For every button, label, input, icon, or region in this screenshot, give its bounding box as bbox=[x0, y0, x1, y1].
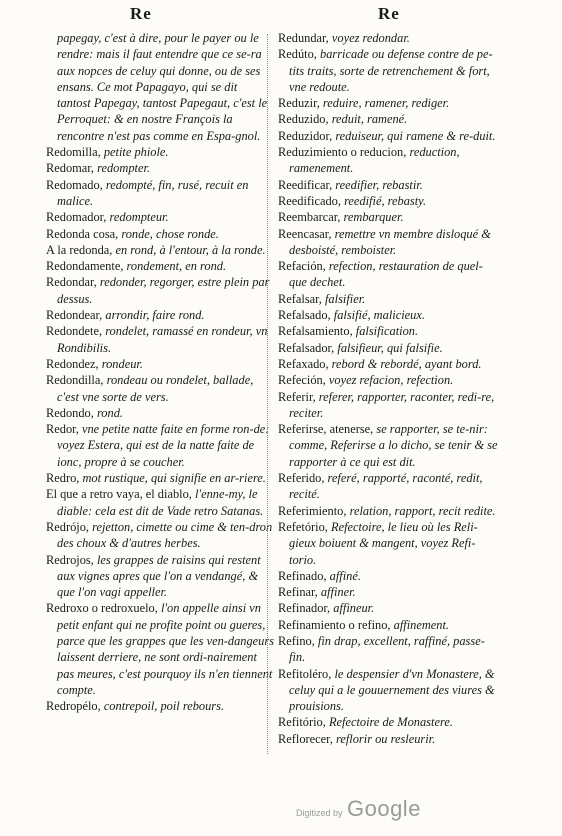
dictionary-entry bbox=[278, 177, 500, 193]
dictionary-entry bbox=[46, 274, 274, 307]
dictionary-entry bbox=[46, 307, 274, 323]
dictionary-entry bbox=[46, 258, 274, 274]
dictionary-entry bbox=[46, 372, 274, 405]
entry-headword: Referirse, atenerse, bbox=[278, 422, 377, 437]
entry-headword: Redomar, bbox=[46, 161, 98, 176]
dictionary-entry bbox=[46, 552, 274, 601]
entry-definition: falsifier. bbox=[324, 291, 366, 306]
entry-definition: relation, rapport, recit redite. bbox=[349, 503, 496, 518]
dictionary-entry bbox=[278, 95, 500, 111]
dictionary-entry bbox=[46, 209, 274, 225]
entry-definition: rondement, en rond. bbox=[126, 259, 227, 274]
dictionary-entry bbox=[278, 307, 500, 323]
running-head-right: Re bbox=[378, 4, 400, 23]
entry-definition: referé, rapporté, raconté, redit, recité. bbox=[289, 471, 483, 502]
entry-definition: Refectoire, le lieu où les Reli-gieux boiuent & mangent, voyez Refi-torio. bbox=[289, 519, 478, 567]
entry-headword: Reduzidor, bbox=[278, 128, 336, 143]
entry-definition: en rond, à l'entour, à la ronde. bbox=[115, 242, 266, 257]
entry-headword: Redrójo, bbox=[46, 519, 93, 534]
entry-definition: referer, rapporter, raconter, redi-re, reciter. bbox=[289, 389, 495, 420]
left-column bbox=[46, 30, 274, 714]
dictionary-entry bbox=[278, 600, 500, 616]
dictionary-entry bbox=[278, 731, 500, 747]
google-logo: Google bbox=[346, 796, 421, 821]
entry-definition: contrepoil, poil rebours. bbox=[103, 699, 225, 714]
entry-definition: reduiseur, qui ramene & re-duit. bbox=[335, 128, 496, 143]
dictionary-entry bbox=[46, 242, 274, 258]
entry-headword: Reencasar, bbox=[278, 226, 335, 241]
entry-headword: Reembarcar, bbox=[278, 210, 344, 225]
entry-definition: rondeau ou rondelet, ballade, c'est vne sorte de vers. bbox=[57, 373, 254, 404]
entry-headword: Redonda cosa, bbox=[46, 226, 122, 241]
dictionary-entry bbox=[46, 486, 274, 519]
dictionary-entry bbox=[46, 30, 274, 144]
entry-definition: barricade ou defense contre de pe-tits traits, sorte de retrenchement & fort, vne redoute. bbox=[289, 47, 493, 94]
entry-definition: les grappes de raisins qui restent aux vignes apres que l'on a vendangé, & que l'on vagi appeller. bbox=[57, 552, 261, 600]
entry-headword: Redondete, bbox=[46, 324, 106, 339]
right-column bbox=[278, 30, 500, 747]
entry-definition: rondelet, ramassé en rondeur, vn Rondibilis. bbox=[57, 324, 268, 355]
entry-definition: le despensier d'vn Monastere, & celuy qui a le gouuernement des viures & prouisions. bbox=[289, 666, 495, 714]
entry-definition: reduire, ramener, rediger. bbox=[322, 96, 450, 111]
entry-headword: Redomador, bbox=[46, 210, 110, 225]
entry-headword: Reduzido, bbox=[278, 112, 332, 127]
entry-headword: Redúto, bbox=[278, 47, 320, 62]
entry-definition: redonder, regorger, estre plein par dessus. bbox=[57, 275, 270, 306]
entry-definition: affiner. bbox=[320, 585, 356, 600]
entry-headword: Redor, bbox=[46, 422, 82, 437]
digitization-watermark bbox=[296, 796, 421, 822]
entry-headword: Refino, bbox=[278, 633, 318, 648]
dictionary-entry bbox=[278, 291, 500, 307]
dictionary-entry bbox=[278, 356, 500, 372]
entry-definition: falsifieur, qui falsifie. bbox=[337, 340, 443, 355]
dictionary-entry bbox=[278, 519, 500, 568]
dictionary-entry bbox=[278, 666, 500, 715]
dictionary-entry bbox=[46, 323, 274, 356]
entry-definition: Refectoire de Monastere. bbox=[328, 715, 453, 730]
dictionary-entry bbox=[278, 111, 500, 127]
entry-headword: Refinador, bbox=[278, 601, 334, 616]
dictionary-entry bbox=[46, 226, 274, 242]
digitized-label: Digitized by bbox=[296, 808, 343, 818]
entry-headword: Refitoléro, bbox=[278, 666, 335, 681]
dictionary-entry bbox=[278, 226, 500, 259]
dictionary-entry bbox=[46, 177, 274, 210]
entry-definition: se rapporter, se te-nir: comme, Referirse a lo dicho, se tenir & se rapporter à ce qui est dit. bbox=[289, 422, 498, 469]
entry-headword: Refetório, bbox=[278, 519, 331, 534]
entry-headword: Redro, bbox=[46, 471, 83, 486]
dictionary-entry bbox=[278, 421, 500, 470]
entry-definition: vne petite natte faite en forme ron-de: voyez Estera, qui est de la natte faite de ionc, propre à se coucher. bbox=[57, 422, 270, 469]
dictionary-entry bbox=[278, 258, 500, 291]
entry-definition: reedifié, rebasty. bbox=[344, 193, 427, 208]
entry-definition: refection, restauration de quel-que dechet. bbox=[289, 259, 483, 290]
entry-definition: redompté, fin, rusé, recuit en malice. bbox=[57, 177, 249, 208]
entry-definition: rembarquer. bbox=[343, 210, 404, 225]
entry-headword: Reflorecer, bbox=[278, 731, 336, 746]
column-divider bbox=[267, 34, 268, 754]
entry-headword: Redondilla, bbox=[46, 373, 107, 388]
dictionary-entry bbox=[278, 584, 500, 600]
entry-headword: Refeción, bbox=[278, 373, 329, 388]
entry-headword: Referido, bbox=[278, 471, 328, 486]
entry-headword: Redroxo o redroxuelo, bbox=[46, 601, 161, 616]
entry-headword: Refitório, bbox=[278, 715, 329, 730]
entry-definition: reflorir ou resleurir. bbox=[335, 731, 436, 746]
entry-definition: voyez refacion, refection. bbox=[328, 373, 454, 388]
entry-headword: Redondar, bbox=[46, 275, 100, 290]
dictionary-entry bbox=[278, 372, 500, 388]
entry-headword: El que a retro vaya, el diablo, bbox=[46, 487, 195, 502]
entry-headword: Reedificado, bbox=[278, 193, 345, 208]
dictionary-entry bbox=[278, 323, 500, 339]
dictionary-entry bbox=[278, 30, 500, 46]
dictionary-entry bbox=[278, 470, 500, 503]
dictionary-entry bbox=[278, 209, 500, 225]
entry-definition: l'on appelle ainsi vn petit enfant qui ne profite point ou gueres, parce que les grappes que les ven-dangeurs laissent derriere, ne sont ordi-nairement pas meures, c'est pourquoy ils n'en tiennent compte. bbox=[57, 601, 275, 697]
entry-headword: Redondez, bbox=[46, 356, 102, 371]
entry-definition: rondeur. bbox=[101, 356, 143, 371]
entry-definition: affinement. bbox=[393, 617, 450, 632]
entry-definition: l'enne-my, le diable: cela est dit de Vade retro Satanas. bbox=[57, 487, 264, 518]
dictionary-entry bbox=[278, 340, 500, 356]
entry-headword: Redrojos, bbox=[46, 552, 97, 567]
entry-headword: Redundar, bbox=[278, 31, 332, 45]
entry-definition: petite phiole. bbox=[103, 145, 169, 160]
dictionary-entry bbox=[46, 356, 274, 372]
entry-headword: Refalsamiento, bbox=[278, 324, 356, 339]
entry-headword: Refinamiento o refino, bbox=[278, 617, 394, 632]
dictionary-entry bbox=[46, 160, 274, 176]
entry-headword: Redomado, bbox=[46, 177, 106, 192]
entry-headword: Refinar, bbox=[278, 585, 321, 600]
dictionary-entry bbox=[278, 503, 500, 519]
dictionary-entry bbox=[278, 128, 500, 144]
running-head-left: Re bbox=[130, 4, 152, 23]
dictionary-entry bbox=[46, 421, 274, 470]
entry-definition: rond. bbox=[96, 405, 123, 420]
entry-headword: Referir, bbox=[278, 389, 319, 404]
entry-headword: Refinado, bbox=[278, 568, 330, 583]
entry-headword: Reduzir, bbox=[278, 96, 323, 111]
entry-headword: Redondear, bbox=[46, 308, 106, 323]
dictionary-entry bbox=[278, 617, 500, 633]
entry-headword: A la redonda, bbox=[46, 242, 116, 257]
entry-definition: remettre vn membre disloqué & desboisté, remboister. bbox=[289, 226, 491, 257]
dictionary-entry bbox=[46, 600, 274, 698]
entry-definition: rebord & rebordé, ayant bord. bbox=[331, 356, 482, 371]
entry-definition: affineur. bbox=[333, 601, 375, 616]
dictionary-entry bbox=[46, 405, 274, 421]
entry-headword: Refalsador, bbox=[278, 340, 338, 355]
entry-definition: mot rustique, qui signifie en ar-riere. bbox=[82, 471, 266, 486]
entry-headword: Redropélo, bbox=[46, 699, 104, 714]
entry-headword: Redomilla, bbox=[46, 145, 104, 160]
entry-definition: reduction, ramenement. bbox=[289, 145, 460, 176]
entry-definition: falsifié, malicieux. bbox=[333, 308, 425, 323]
entry-definition: reduit, ramené. bbox=[331, 112, 408, 127]
entry-headword: Reduzimiento o reducion, bbox=[278, 145, 410, 160]
entry-headword: Refación, bbox=[278, 259, 329, 274]
entry-definition: voyez redondar. bbox=[331, 31, 410, 45]
dictionary-entry bbox=[46, 698, 274, 714]
entry-definition: affiné. bbox=[329, 568, 361, 583]
dictionary-entry bbox=[278, 144, 500, 177]
dictionary-entry bbox=[278, 46, 500, 95]
entry-headword: Reedificar, bbox=[278, 177, 336, 192]
entry-headword: Referimiento, bbox=[278, 503, 350, 518]
entry-definition: redompter. bbox=[97, 161, 151, 176]
entry-headword: Redondo, bbox=[46, 405, 97, 420]
entry-definition: fin drap, excellent, raffiné, passe-fin. bbox=[289, 633, 485, 665]
entry-definition: falsification. bbox=[355, 324, 419, 339]
dictionary-entry bbox=[278, 633, 500, 666]
entry-headword: Redondamente, bbox=[46, 259, 127, 274]
dictionary-entry bbox=[46, 144, 274, 160]
entry-definition: arrondir, faire rond. bbox=[105, 308, 205, 323]
dictionary-entry bbox=[278, 193, 500, 209]
entry-definition: redompteur. bbox=[109, 210, 169, 225]
dictionary-entry bbox=[46, 470, 274, 486]
dictionary-entry bbox=[46, 519, 274, 552]
dictionary-entry bbox=[278, 568, 500, 584]
entry-headword: Refalsado, bbox=[278, 308, 334, 323]
entry-definition: ronde, chose ronde. bbox=[121, 226, 219, 241]
entry-definition: reedifier, rebastir. bbox=[335, 177, 423, 192]
dictionary-entry bbox=[278, 714, 500, 730]
dictionary-entry bbox=[278, 389, 500, 422]
entry-headword: Refaxado, bbox=[278, 356, 332, 371]
entry-definition: papegay, c'est à dire, pour le payer ou le rendre: mais il faut entendre que ce se-ra aux nopces de celuy qui donne, ou de ses ensans. Ce mot Papagayo, qui se dit tantost Papegay, tantost Papegaut, c'est le Perroquet: & en nostre François la rencontre n'est pas comme en Espa-gnol. bbox=[57, 31, 268, 143]
entry-headword: Refalsar, bbox=[278, 291, 325, 306]
entry-definition: rejetton, cimette ou cime & ten-dron des choux & d'autres herbes. bbox=[57, 519, 273, 551]
